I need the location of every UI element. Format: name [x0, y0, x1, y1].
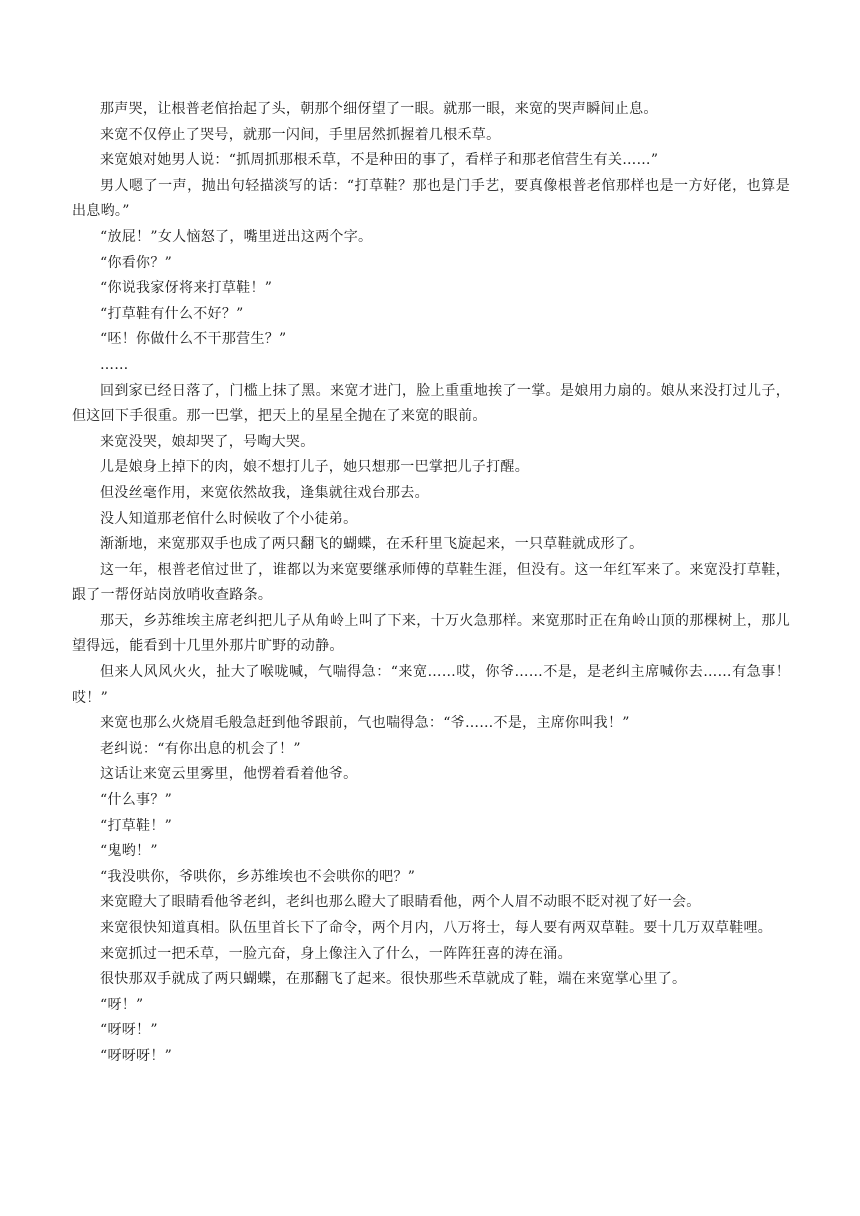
- paragraph: 那声哭，让根普老倌抬起了头，朝那个细伢望了一眼。就那一眼，来宽的哭声瞬间止息。: [100, 101, 658, 117]
- story-text: [72, 97, 790, 1070]
- paragraph: 但来人风风火火，扯大了喉咙喊，气喘得急：“来宽……哎，你爷……不是，是老纠主席喊你去……有急事！哎！”: [72, 664, 790, 706]
- paragraph: 男人嗯了一声，抛出句轻描淡写的话：“打草鞋？那也是门手艺，要真像根普老倌那样也是一方好佬，也算是出息哟。”: [72, 177, 790, 220]
- paragraph: 老纠说：“有你出息的机会了！”: [100, 740, 301, 757]
- paragraph: “你说我家伢将来打草鞋！”: [100, 280, 273, 297]
- paragraph: 渐渐地，来宽那双手也成了两只翻飞的蝴蝶，在禾秆里飞旋起来，一只草鞋就成形了。: [100, 536, 644, 553]
- paragraph: “呀呀！”: [100, 1022, 158, 1039]
- paragraph: 儿是娘身上掉下的肉，娘不想打儿子，她只想那一巴掌把儿子打醒。: [100, 459, 529, 476]
- paragraph: “什么事？”: [100, 792, 173, 809]
- paragraph: “呀！”: [100, 996, 144, 1013]
- paragraph: 来宽不仅停止了哭号，就那一闪间，手里居然抓握着几根禾草。: [100, 126, 501, 143]
- paragraph: 这话让来宽云里雾里，他愣着看着他爷。: [100, 766, 358, 783]
- paragraph: 那天，乡苏维埃主席老纠把儿子从角岭上叫了下来，十万火急那样。来宽那时正在角岭山顶的那棵树上，那儿望得远，能看到十几里外那片旷野的动静。: [72, 612, 790, 655]
- paragraph: 来宽也那么火烧眉毛般急赶到他爷跟前，气也喘得急：“爷……不是，主席你叫我！”: [100, 715, 630, 732]
- paragraph: “放屁！”女人恼怒了，嘴里迸出这两个字。: [100, 228, 373, 245]
- paragraph: “呸！你做什么不干那营生？”: [100, 331, 287, 348]
- paragraph: 这一年，根普老倌过世了，谁都以为来宽要继承师傅的草鞋生涯，但没有。这一年红军来了。来宽没打草鞋，跟了一帮伢站岗放哨收查路条。: [72, 561, 790, 604]
- paragraph: 很快那双手就成了两只蝴蝶，在那翻飞了起来。很快那些禾草就成了鞋，端在来宽掌心里了。: [100, 971, 687, 988]
- paragraph: ……: [100, 356, 129, 373]
- paragraph: “你看你？”: [100, 254, 173, 271]
- paragraph: 来宽抓过一把禾草，一脸亢奋，身上像注入了什么，一阵阵狂喜的涛在涌。: [100, 945, 572, 962]
- paragraph: 来宽没哭，娘却哭了，号啕大哭。: [100, 433, 315, 450]
- paragraph: 来宽娘对她男人说：“抓周抓那根禾草，不是种田的事了，看样子和那老倌营生有关……”: [100, 152, 659, 169]
- paragraph: 但没丝毫作用，来宽依然故我，逢集就往戏台那去。: [100, 484, 429, 501]
- paragraph: 来宽很快知道真相。队伍里首长下了命令，两个月内，八万将士，每人要有两双草鞋。要十几万双草鞋哩。: [100, 920, 773, 936]
- paragraph: “打草鞋！”: [100, 817, 173, 834]
- paragraph: 没人知道那老倌什么时候收了个小徒弟。: [100, 510, 358, 527]
- paragraph: 回到家已经日落了，门槛上抹了黑。来宽才进门，脸上重重地挨了一掌。是娘用力扇的。娘从来没打过儿子，但这回下手很重。那一巴掌，把天上的星星全抛在了来宽的眼前。: [72, 382, 790, 425]
- paragraph: “呀呀呀！”: [100, 1047, 173, 1064]
- paragraph: 来宽瞪大了眼睛看他爷老纠，老纠也那么瞪大了眼睛看他，两个人眉不动眼不眨对视了好一会。: [100, 894, 701, 911]
- paragraph: “鬼哟！”: [100, 843, 158, 860]
- paragraph: “打草鞋有什么不好？”: [100, 305, 244, 322]
- paragraph: “我没哄你，爷哄你，乡苏维埃也不会哄你的吧？”: [100, 868, 416, 885]
